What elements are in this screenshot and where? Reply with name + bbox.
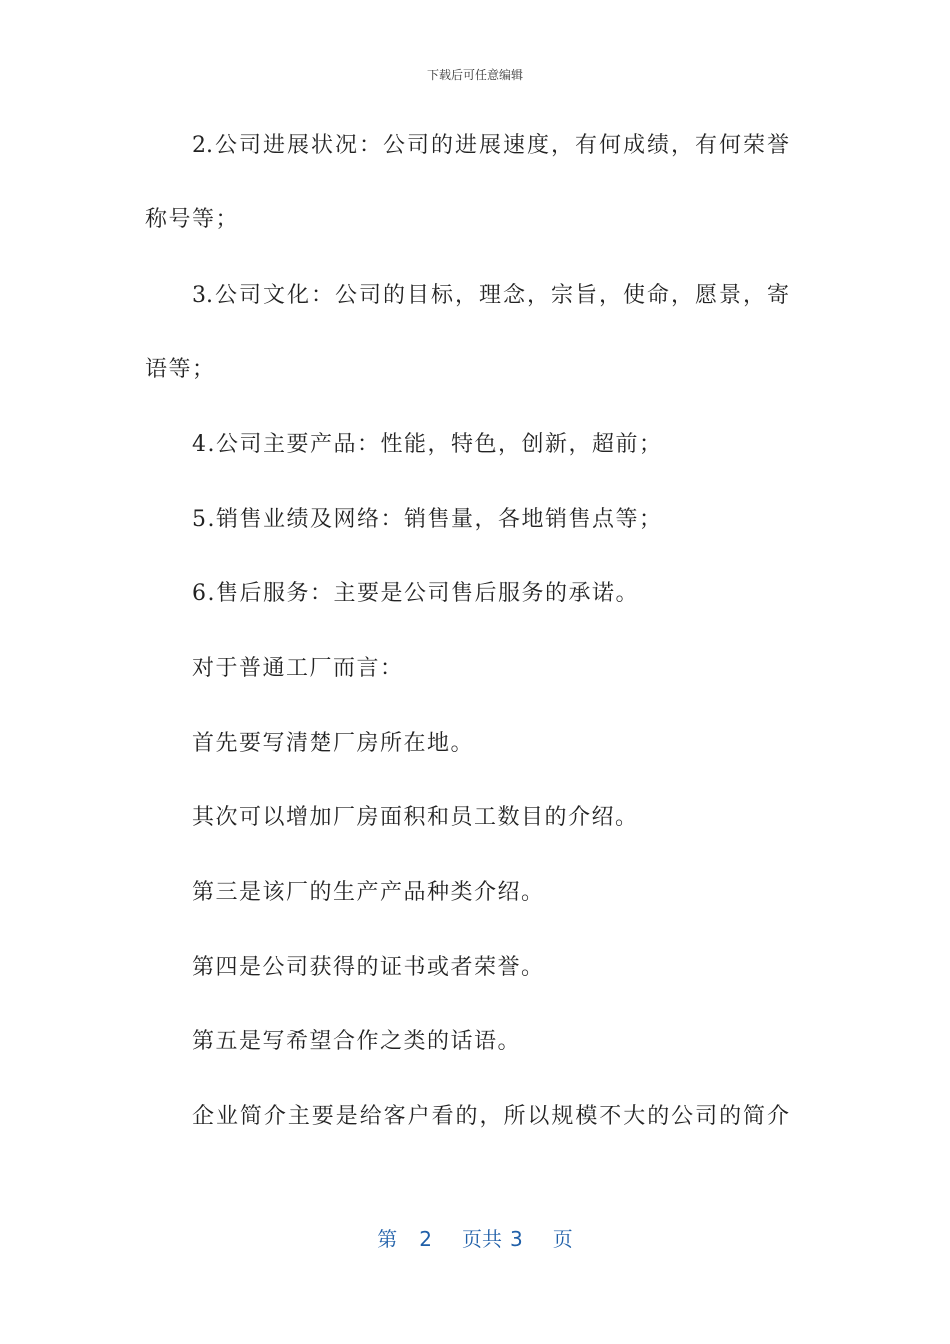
page-header: 下载后可任意编辑 (426, 68, 523, 82)
paragraph-line: 5.销售业绩及网络：销售量，各地销售点等； (192, 507, 663, 532)
page-prefix: 第 (377, 1227, 398, 1251)
paragraph-line: 2.公司进展状况：公司的进展速度，有何成绩，有何荣誉 (192, 133, 789, 158)
paragraph-line: 企业简介主要是给客户看的，所以规模不大的公司的简介 (192, 1104, 789, 1129)
paragraph-line: 首先要写清楚厂房所在地。 (192, 731, 475, 756)
current-page-number: 2 (419, 1227, 432, 1251)
paragraph-line: 第三是该厂的生产产品种类介绍。 (192, 880, 545, 905)
paragraph-line: 称号等； (145, 207, 240, 232)
page-middle-text: 页共 (462, 1227, 502, 1251)
page-suffix: 页 (552, 1227, 573, 1251)
paragraph-line: 第四是公司获得的证书或者荣誉。 (192, 955, 545, 980)
paragraph-line: 对于普通工厂而言： (192, 656, 404, 681)
paragraph-line: 3.公司文化：公司的目标，理念，宗旨，使命，愿景，寄 (192, 283, 789, 308)
paragraph-line: 第五是写希望合作之类的话语。 (192, 1029, 522, 1054)
paragraph-line: 其次可以增加厂房面积和员工数目的介绍。 (192, 805, 639, 830)
paragraph-line: 4.公司主要产品：性能，特色，创新，超前； (192, 432, 663, 457)
total-pages-number: 3 (510, 1227, 523, 1251)
paragraph-line: 6.售后服务：主要是公司售后服务的承诺。 (192, 581, 639, 606)
page-number-footer (0, 1224, 950, 1254)
paragraph-line: 语等； (145, 357, 216, 382)
